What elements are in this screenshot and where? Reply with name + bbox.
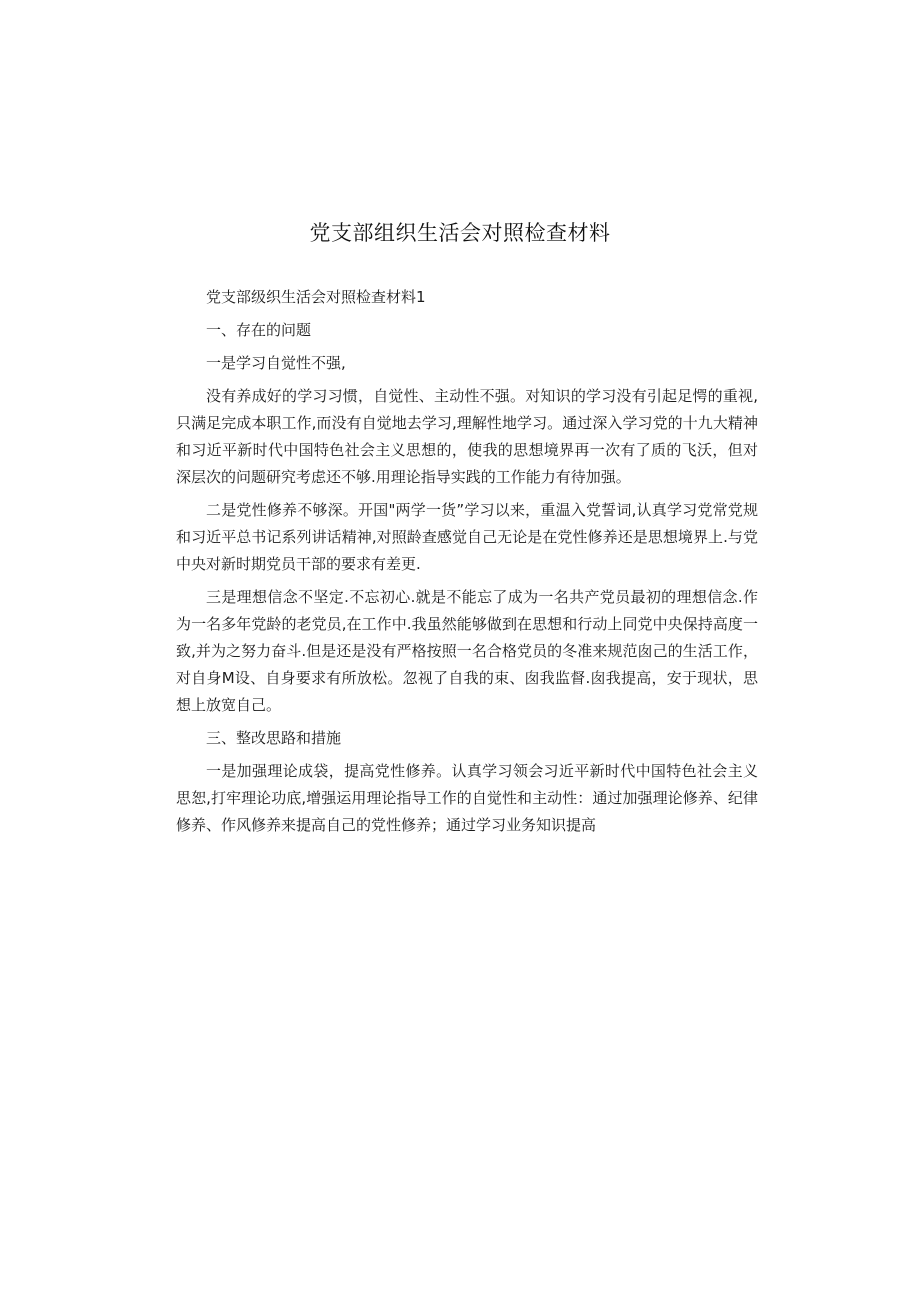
paragraph-measure-1: 一是加强理论成袋，提高党性修养。认真学习领会习近平新时代中国特色社会主义思恕,打牢理论功底,增强运用理论指导工作的自觉性和主动性：通过加强理论修养、纪律修养、作风修养来提高自己的党性修养；通过学习业务知识提高: [176, 762, 758, 834]
document-title: 党支部组织生活会对照检查材料: [309, 221, 611, 245]
paragraph-subtitle: 党支部级织生活会对照检查材料1: [206, 288, 426, 306]
document-body: [176, 284, 758, 845]
paragraph-point-2: 二是党性修养不够深。开国"两学一货”学习以来，重温入党誓词,认真学习党常党规和习近平总书记系列讲话精神,对照龄查感觉自己无论是在党性修养还是思想境界上.与党中央对新时期党员干部的要求有差更.: [176, 501, 758, 573]
paragraph-point-3: 三是理想信念不坚定.不忘初心.就是不能忘了成为一名共产党员最初的理想信念.作为一名多年党龄的老党员,在工作中.我虽然能够做到在思想和行动上同党中央保持高度一致,并为之努力奋斗.但是还是没有严格按照一名合格党员的冬准来规范囱己的生活工作，对自身M设、自身要求有所放松。忽视了自我的束、囱我监督.囱我提高，安于现状，思想上放宽自己。: [176, 588, 758, 714]
paragraph-point-1-heading: 一是学习自觉性不强,: [206, 354, 346, 372]
paragraph-heading-problems: 一、存在的问题: [206, 321, 312, 339]
paragraph-point-1-body: 没有养成好的学习习惯，自觉性、主动性不强。对知识的学习没有引起足愕的重视,只满足完成本职工作,而没有自觉地去学习,理解性地学习。通过深入学习党的十九大精神和习近平新时代中国特色社会主义思想的，使我的思想境界再一次有了质的飞沃，但对深层次的问题研究考虑还不够.用理论指导实践的工作能力有待加强。: [176, 387, 758, 486]
paragraph-heading-measures: 三、整改思路和措施: [206, 729, 342, 747]
